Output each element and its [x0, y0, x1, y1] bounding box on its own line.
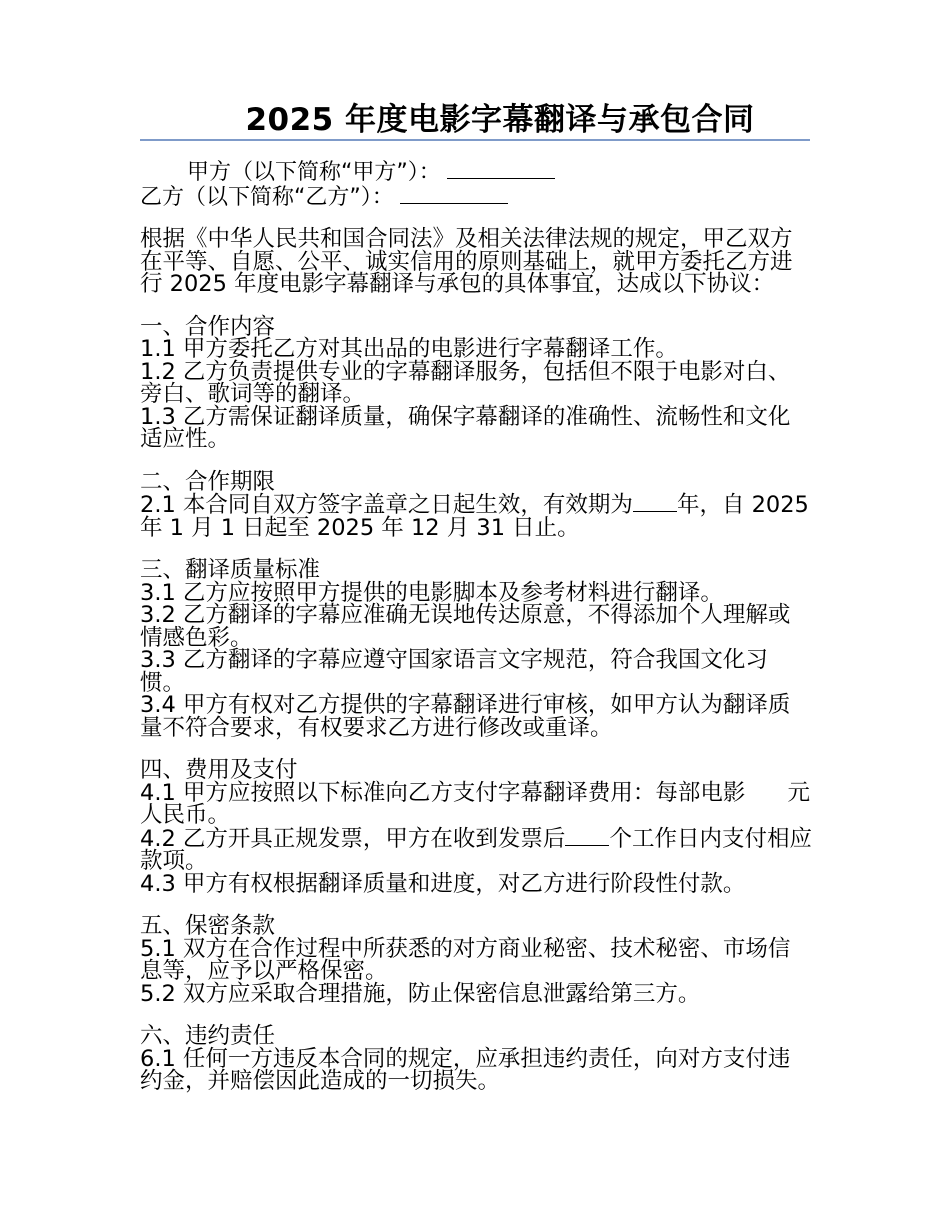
clause: 5.1 双方在合作过程中所获悉的对方商业秘密、技术秘密、市场信息等，应予以严格保密。 — [140, 935, 791, 984]
clause: 4.3 甲方有权根据翻译质量和进度，对乙方进行阶段性付款。 — [140, 870, 746, 897]
section-gap — [140, 1005, 812, 1025]
section-heading: 二、合作期限 — [140, 468, 276, 495]
clause: 3.3 乙方翻译的字幕应遵守国家语言文字规范，符合我国文化习惯。 — [140, 647, 768, 696]
title-underline — [140, 139, 810, 141]
clause-text: 4.1 甲方应按照以下标准向乙方支付字幕翻译费用：每部电影 — [140, 779, 746, 806]
section-gap — [140, 739, 812, 759]
document-title: 2025 年度电影字幕翻译与承包合同 — [245, 102, 755, 138]
section-heading: 一、合作内容 — [140, 313, 276, 340]
section-heading: 四、费用及支付 — [140, 757, 298, 783]
clause: 3.4 甲方有权对乙方提供的字幕翻译进行审核，如甲方认为翻译质量不符合要求，有权要求乙方进行修改或重译。 — [140, 692, 791, 741]
clause — [140, 493, 812, 539]
clause — [140, 779, 812, 828]
section-heading: 五、保密条款 — [140, 913, 276, 939]
clause: 1.2 乙方负责提供专业的字幕翻译服务，包括但不限于电影对白、旁白、歌词等的翻译。 — [140, 358, 791, 407]
workdays-blank — [565, 827, 609, 846]
clause-text: 年，自 2025 年 1 月 1 日起至 2025 年 12 月 31 日止。 — [140, 492, 809, 541]
clause-text: 2.1 本合同自双方签字盖章之日起生效，有效期为 — [140, 492, 633, 518]
section-gap — [140, 539, 812, 559]
clause: 1.3 乙方需保证翻译质量，确保字幕翻译的准确性、流畅性和文化适应性。 — [140, 403, 791, 452]
party-b-blank — [400, 185, 508, 204]
party-b-label: 乙方（以下简称“乙方”）： — [140, 185, 394, 210]
clause: 5.2 双方应采取合理措施，防止保密信息泄露给第三方。 — [140, 980, 701, 1007]
section-gap — [140, 451, 812, 471]
section-gap — [140, 296, 812, 316]
party-b-line — [140, 185, 508, 210]
section-gap — [140, 895, 812, 915]
clause: 1.1 甲方委托乙方对其出品的电影进行字幕翻译工作。 — [140, 336, 678, 362]
contract-body — [140, 228, 812, 1093]
party-a-blank — [447, 160, 555, 179]
term-years-blank — [633, 493, 677, 512]
clause: 6.1 任何一方违反本合同的规定，应承担违约责任，向对方支付违约金，并赔偿因此造成的一切损失。 — [140, 1045, 791, 1094]
section-heading: 六、违约责任 — [140, 1023, 276, 1049]
clause-text: 个工作日内支付相应款项。 — [140, 825, 812, 874]
clause-text: 4.2 乙方开具正规发票，甲方在收到发票后 — [140, 825, 566, 852]
clause-text: 元人民币。 — [140, 779, 810, 828]
party-a-line — [187, 160, 555, 185]
section-heading: 三、翻译质量标准 — [140, 557, 321, 583]
clause: 3.1 乙方应按照甲方提供的电影脚本及参考材料进行翻译。 — [140, 579, 723, 606]
preamble: 根据《中华人民共和国合同法》及相关法律法规的规定，甲乙双方在平等、自愿、公平、诚实信用的原则基础上，就甲方委托乙方进行 2025 年度电影字幕翻译与承包的具体事宜，达成以下协议： — [140, 226, 793, 297]
clause — [140, 827, 812, 873]
clause: 3.2 乙方翻译的字幕应准确无误地传达原意，不得添加个人理解或情感色彩。 — [140, 602, 791, 651]
party-a-label: 甲方（以下简称“甲方”）： — [187, 160, 441, 185]
